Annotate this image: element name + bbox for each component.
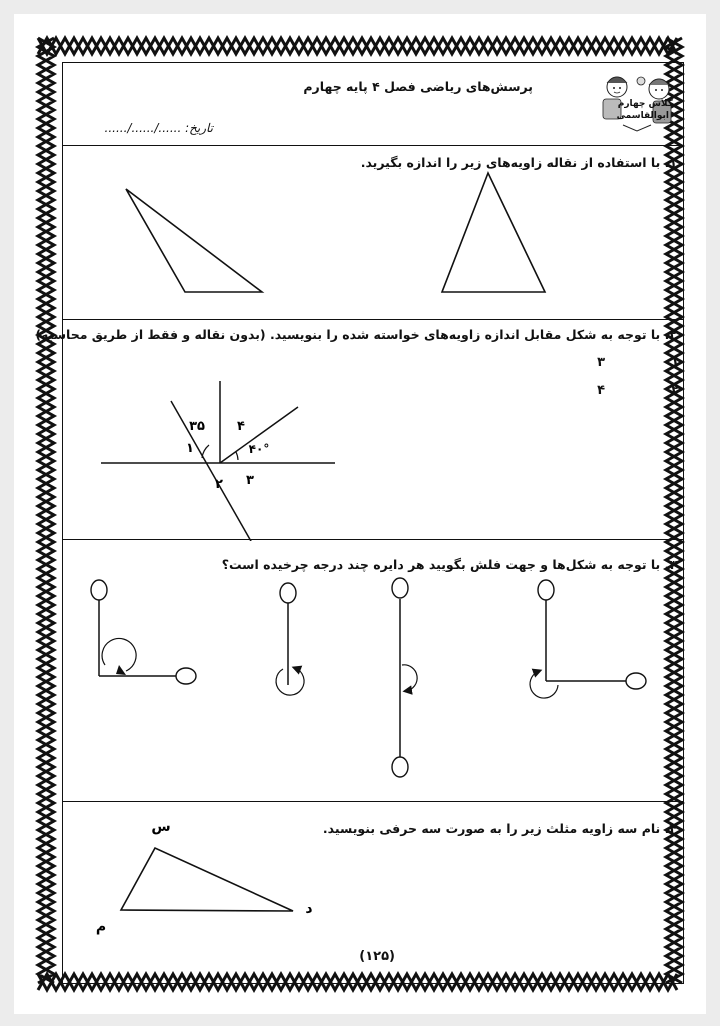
divider-q1 xyxy=(63,319,683,320)
isosceles-triangle xyxy=(442,173,545,292)
angle-label-3: ۳ xyxy=(246,473,254,488)
page-title: پرسش‌های ریاضی فصل ۴ پایه چهارم xyxy=(303,79,533,94)
worksheet-sheet xyxy=(35,62,684,984)
rotation-figure-2 xyxy=(276,583,304,695)
answer-label-1: ۱ xyxy=(671,355,679,370)
obtuse-triangle xyxy=(126,189,262,292)
divider-header xyxy=(63,145,683,146)
logo-text-teacher: ابوالقاسمی xyxy=(616,111,669,121)
rotation-figure-3 xyxy=(392,578,417,777)
angle-35-label: ۳۵ xyxy=(189,419,205,434)
angle-label-1: ۱ xyxy=(186,441,194,456)
vertex-label-dal: د xyxy=(305,901,313,917)
intersecting-lines-figure xyxy=(63,321,393,541)
question-1-text: ۱. با استفاده از نقاله زاویه‌های زیر را اندازه بگیرید. xyxy=(360,155,677,170)
rotation-figure-1 xyxy=(91,580,196,684)
rotation-figures xyxy=(63,541,683,781)
question-1-figures xyxy=(63,147,683,317)
angle-40-label: ۴۰° xyxy=(248,442,270,456)
question-3-text: ۳. با توجه به شکل‌ها و جهت فلش بگویید هر دایره چند درجه چرخیده است؟ xyxy=(221,557,677,572)
rotation-figure-4 xyxy=(530,580,646,698)
angle-label-4: ۴ xyxy=(237,419,245,434)
page-number: (۱۲۵) xyxy=(359,949,395,964)
answer-label-4: ۴ xyxy=(597,383,605,398)
question-2-text: ۲. با توجه به شکل مقابل اندازه زاویه‌های خواسته شده را بنویسید. (بدون نقاله و فقط از طریق محاسبه) xyxy=(35,327,677,342)
date-field: تاریخ: ....../....../...... xyxy=(104,121,213,135)
answer-label-2: ۲ xyxy=(671,383,679,398)
angle-label-2: ۲ xyxy=(215,477,223,492)
logo-text-class: کلاس چهارم xyxy=(617,99,673,109)
vertex-label-mim: م xyxy=(95,919,107,935)
divider-q3 xyxy=(63,801,683,802)
class-logo xyxy=(597,69,679,135)
triangle-smd-figure xyxy=(63,803,363,953)
question-4-text: ۴. نام سه زاویه مثلث زیر را به صورت سه حرفی بنویسید. xyxy=(322,821,677,836)
answer-label-3: ۳ xyxy=(597,355,605,370)
divider-q2 xyxy=(63,539,683,540)
worksheet-page xyxy=(14,14,706,1014)
vertex-label-sin: س xyxy=(151,819,171,835)
